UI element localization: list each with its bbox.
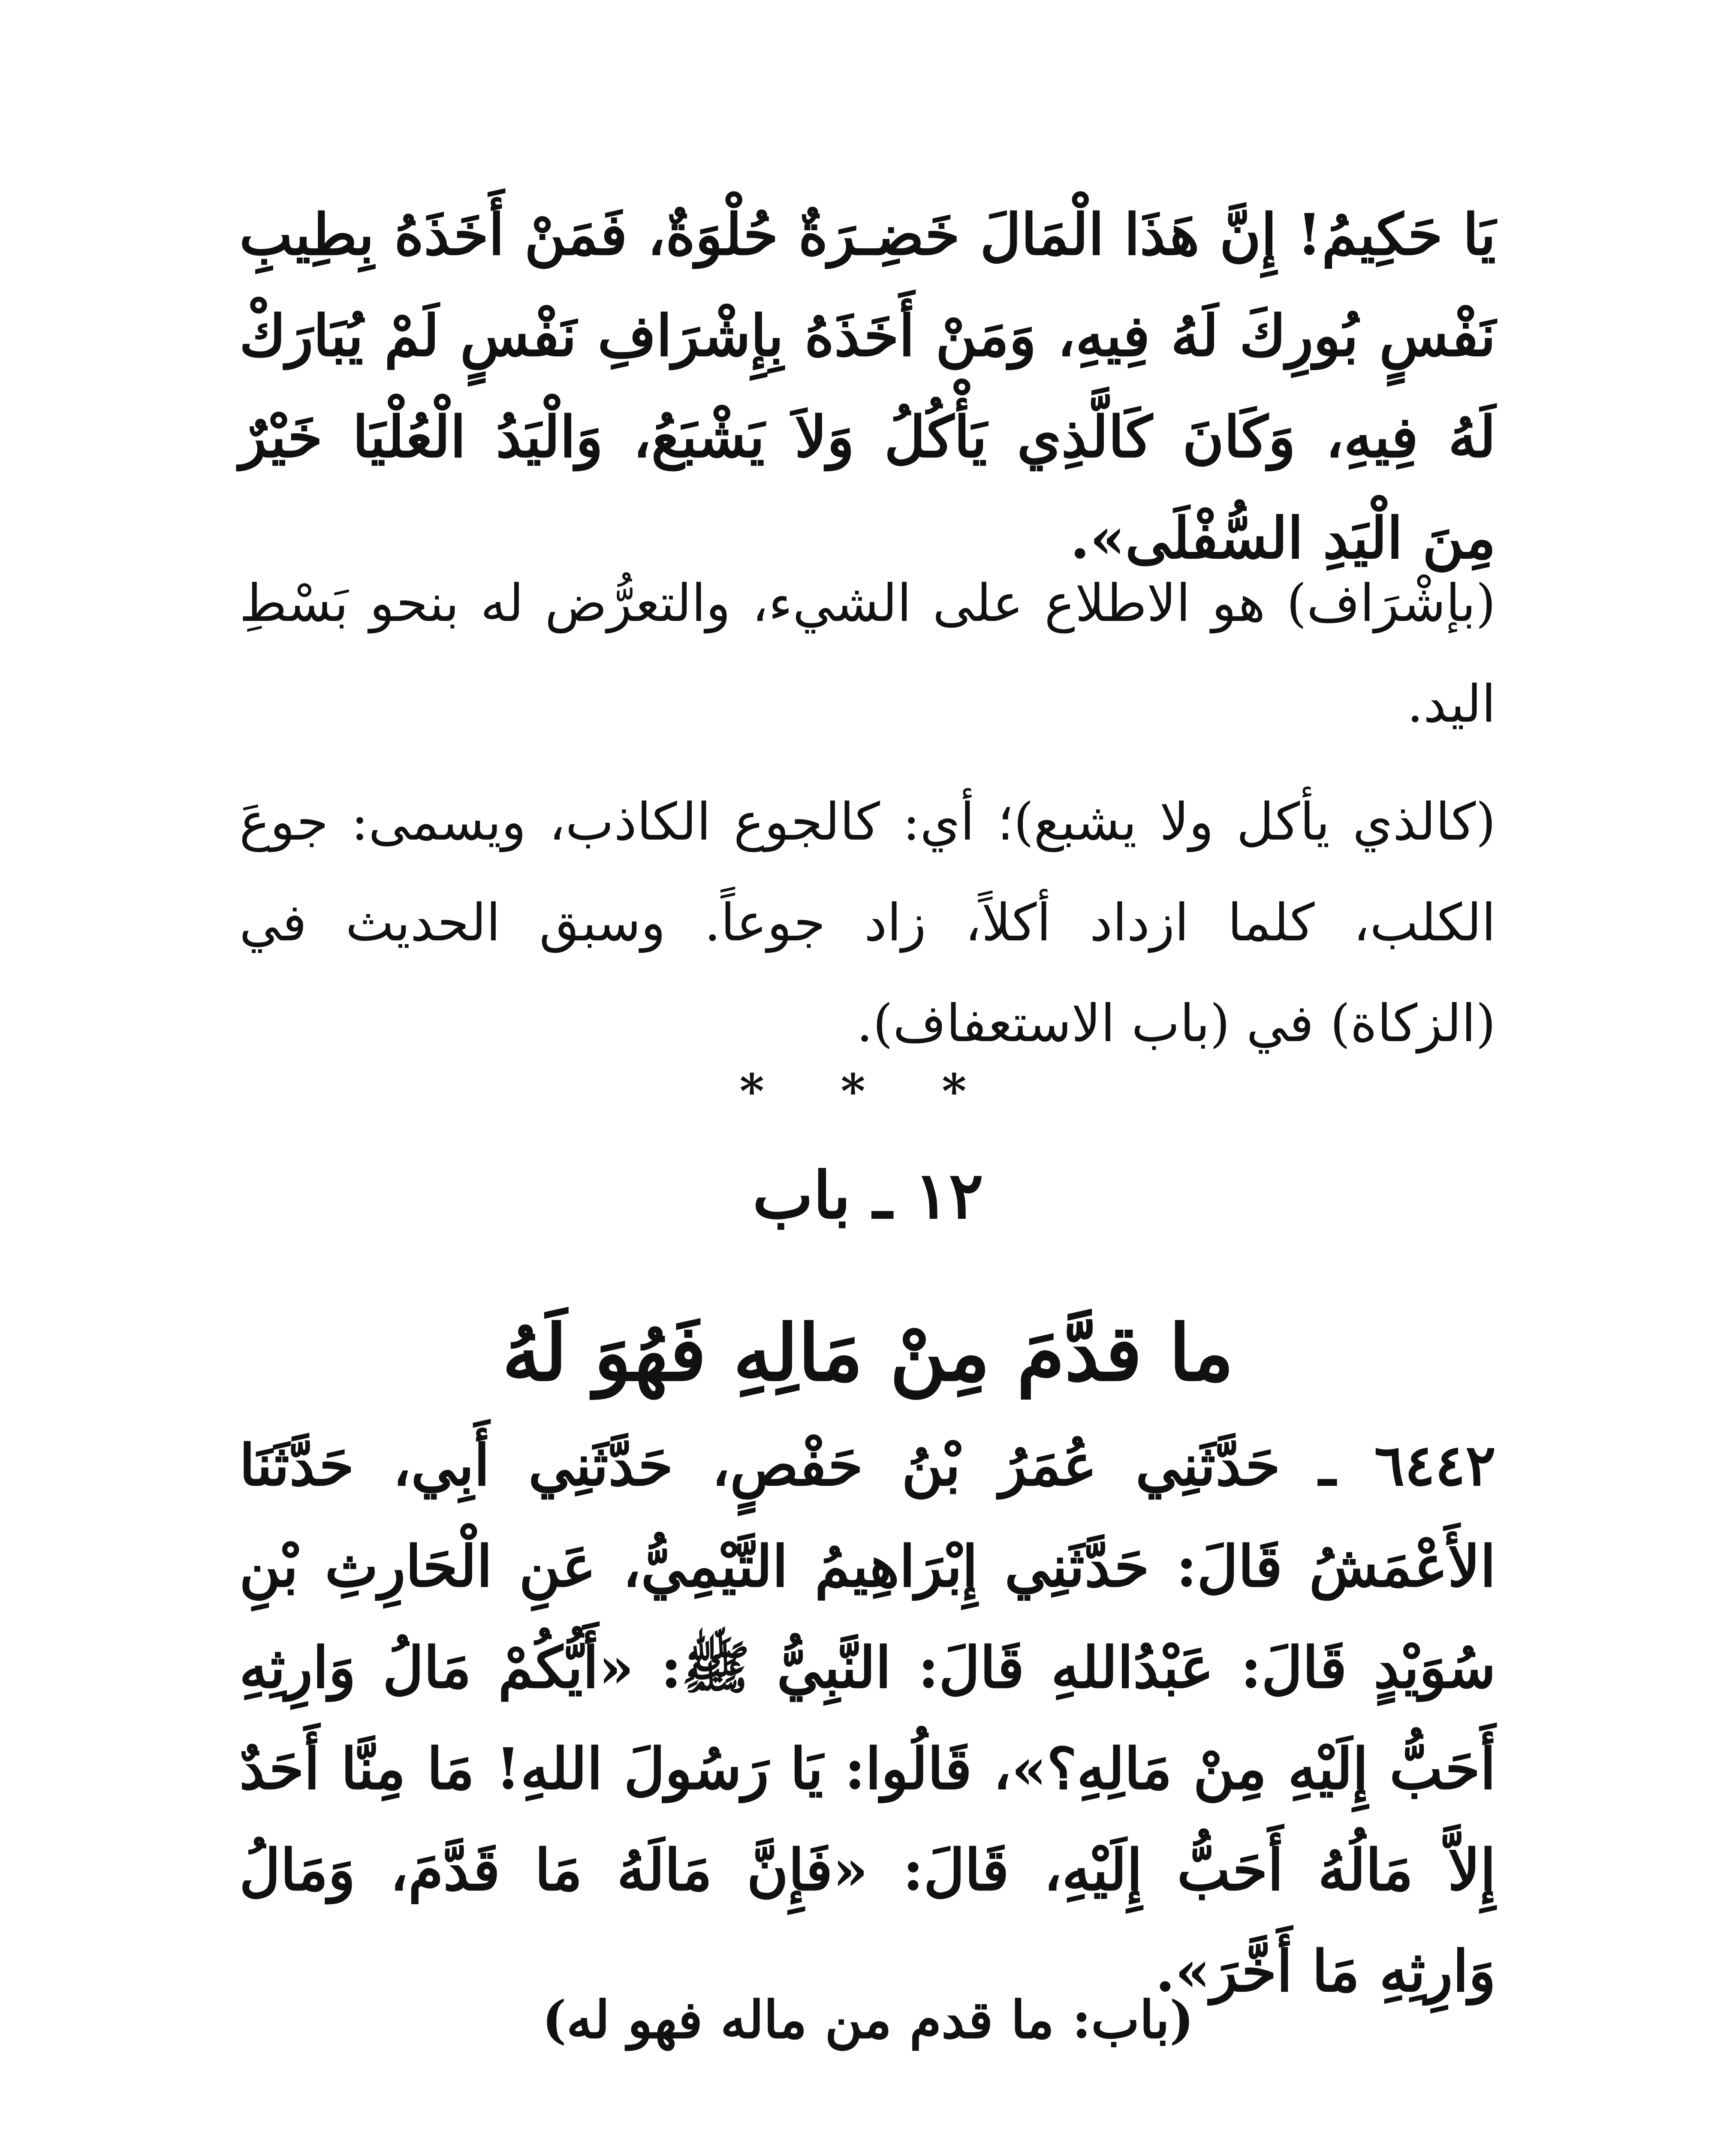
chapter-number: ١٢ ـ باب xyxy=(752,1158,984,1233)
hadith-continuation: يَا حَكِيمُ! إِنَّ هَذَا الْمَالَ خَضِـرَةٌ حُلْوَةٌ، فَمَنْ أَخَذَهُ بِطِيبِ نَفْسٍ بُورِكَ لَهُ فِيهِ، وَمَنْ أَخَذَهُ بِإِشْرَافِ نَفْسٍ لَمْ يُبَارَكْ لَهُ فِيهِ، وَكَانَ كَالَّذِي يَأْكُلُ وَلاَ يَشْبَعُ، وَالْيَدُ الْعُلْيَا خَيْرٌ مِنَ الْيَدِ السُّفْلَى». xyxy=(239,202,1496,572)
note-ishraf: (بإشْرَاف) هو الاطلاع على الشيء، والتعرُّض له بنحو بَسْطِ اليد. xyxy=(239,574,1496,734)
section-separator: * * * xyxy=(739,1063,997,1119)
note-kalladhi: (كالذي يأكل ولا يشبع)؛ أي: كالجوع الكاذب، ويسمى: جوعَ الكلب، كلما ازداد أكلاً، زاد جوعاً. وسبق الحديث في (الزكاة) في (باب الاستعفاف). xyxy=(239,792,1496,1054)
chapter-title: ما قدَّمَ مِنْ مَالِهِ فَهُوَ لَهُ xyxy=(502,1308,1234,1398)
chapter-commentary-heading: (باب: ما قدم من ماله فهو له) xyxy=(542,1990,1194,2050)
hadith-6442: ٦٤٤٢ ـ حَدَّثَنِي عُمَرُ بْنُ حَفْصٍ، حَدَّثَنِي أَبِي، حَدَّثَنَا الأَعْمَشُ قَالَ: حَدَّثَنِي إِبْرَاهِيمُ التَّيْمِيُّ، عَنِ الْحَارِثِ بْنِ سُوَيْدٍ قَالَ: عَبْدُاللهِ قَالَ: النَّبِيُّ ﷺ: «أَيُّكُمْ مَالُ وَارِثِهِ أَحَبُّ إِلَيْهِ مِنْ مَالِهِ؟»، قَالُوا: يَا رَسُولَ اللهِ! مَا مِنَّا أَحَدٌ إِلاَّ مَالُهُ أَحَبُّ إِلَيْهِ، قَالَ: «فَإِنَّ مَالَهُ مَا قَدَّمَ، وَمَالُ وَارِثِهِ مَا أَخَّرَ». xyxy=(239,1432,1496,2005)
chapter-explanation xyxy=(239,2131,1496,2144)
